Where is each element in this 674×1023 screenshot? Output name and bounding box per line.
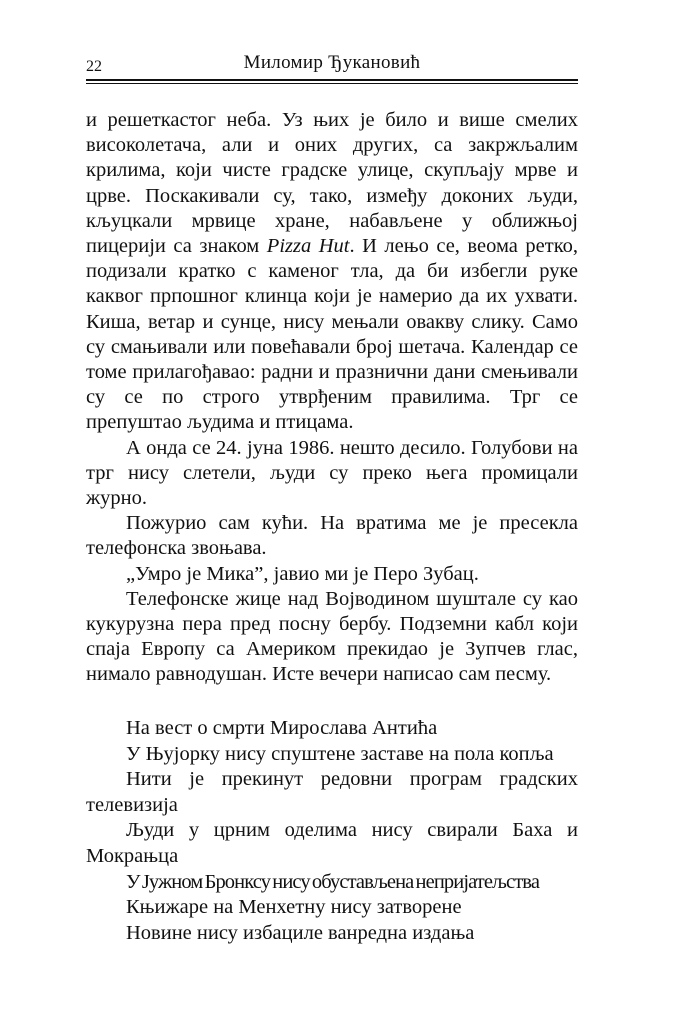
header-rule-thin [86, 83, 578, 84]
body-text [86, 108, 578, 688]
running-head-author: Миломир Ђукановић [243, 52, 421, 73]
poem-line: Књижаре на Менхетну нису затворене [126, 896, 462, 919]
paragraph-1: и решеткастог неба. Уз њих је било и више смелих високолетача, али и оних других, са закржљалим крилима, који чисте градске улице, скупљају мрве и црве. Поскакивали су, тако, између доконих људи, кљуцкали мрвице хране, набављене у оближњој пицерији са знаком Pizza Hut. И лењо се, веома ретко, подизали кратко с каменог тла, да би избегли руке каквог прпошног клинца који је намерио да их ухвати. Киша, ветар и сунце, нису мењали овакву слику. Само су смањивали или повећавали број шетача. Календар се томе прилагођавао: радни и празнични дани смењивали су се по строго утврђеним правилима. Трг се препуштао људима и птицама. [86, 109, 578, 434]
page-number: 22 [86, 58, 102, 75]
paragraph-3: Пожурио сам кући. На вратима ме је пресекла телефонска звоњава. [86, 512, 578, 560]
paragraph-4: „Умро је Мика”, јавио ми је Перо Зубац. [126, 562, 479, 585]
paragraph-5: Телефонске жице над Војводином шуштале су као кукурузна пера пред посну бербу. Подземни кабл који спаја Европу са Америком прекидао је Зупчев глас, нимало равнодушан. Исте вечери написао сам песму. [86, 587, 578, 686]
header-rule-thick [86, 79, 578, 81]
poem-line: У Њујорку нису спуштене заставе на пола копља [126, 742, 554, 765]
poem-line: На вест о смрти Мирослава Антића [126, 717, 438, 739]
poem-line: Новине нису избациле ванредна издања [126, 921, 475, 944]
page-header [86, 50, 578, 78]
poem [86, 716, 578, 946]
poem-line: Људи у црним оделима нису свирали Баха и Мокрањца [86, 819, 578, 867]
paragraph-2: А онда се 24. јуна 1986. нешто десило. Голубови на трг нису слетели, људи су преко њега промицали журно. [86, 436, 578, 510]
poem-line: У Јужном Бронксу нису обустављена непријатељства [126, 870, 540, 893]
poem-line: Нити је прекинут редовни програм градских телевизија [86, 768, 578, 816]
pizza-hut-italic: Pizza Hut [266, 235, 350, 258]
